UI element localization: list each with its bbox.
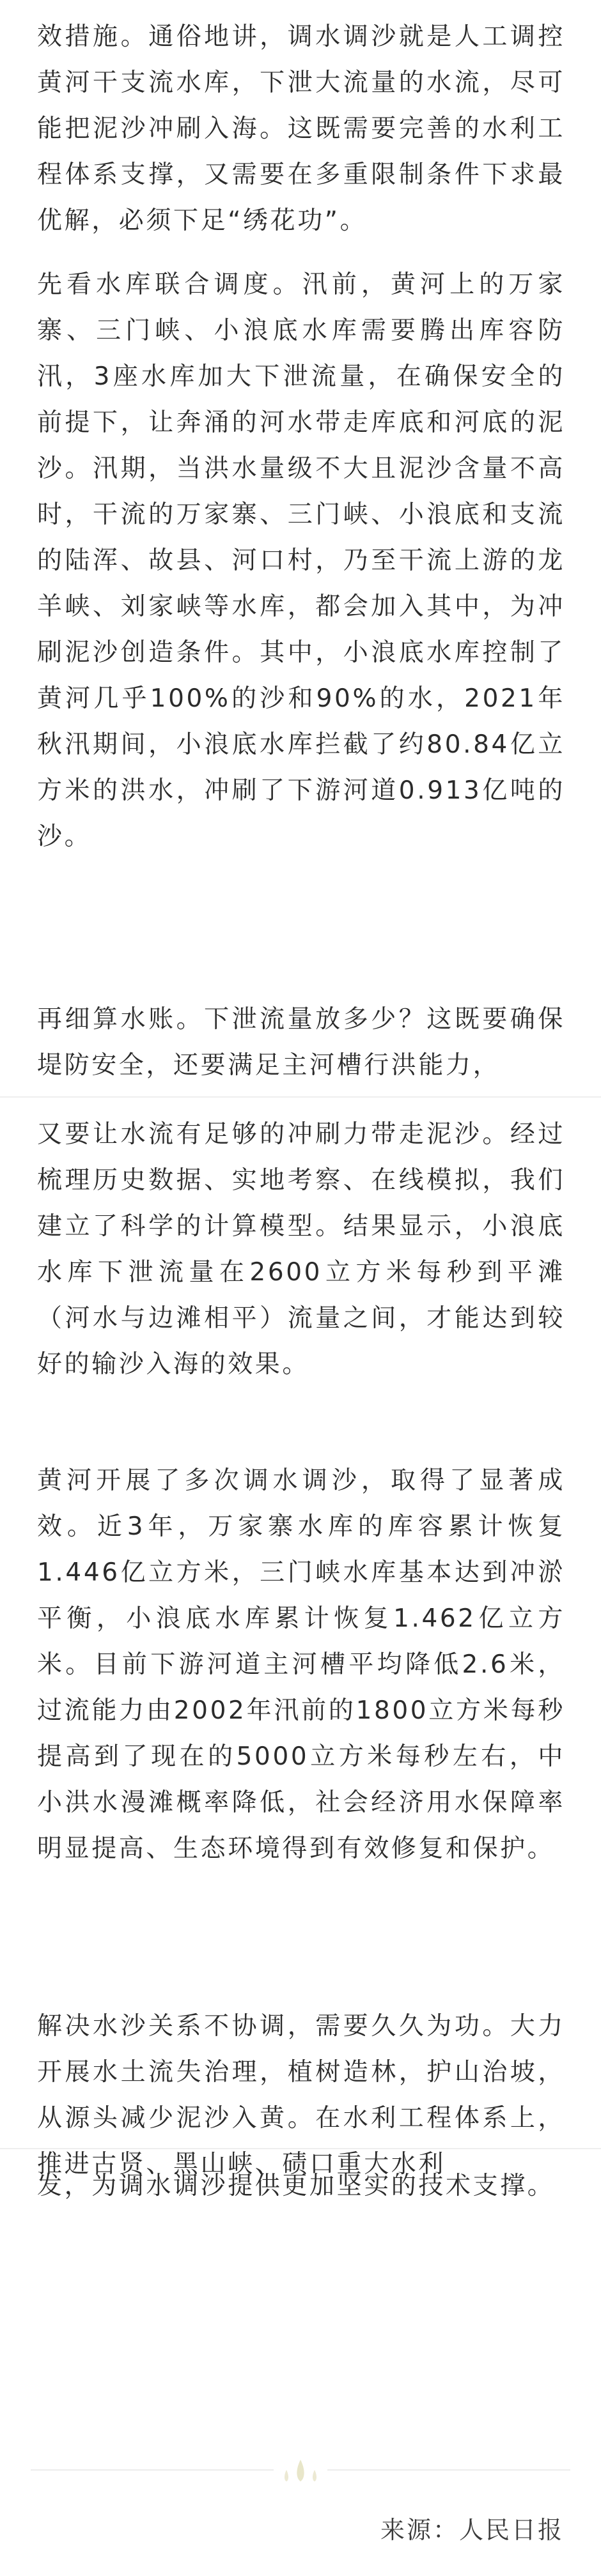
paragraph-5-part-2: 发，为调水调沙提供更加坚实的技术支撑。 bbox=[37, 2172, 555, 2200]
paragraph-1: 效措施。通俗地讲，调水调沙就是人工调控黄河干支流水库，下泄大流量的水流，尽可能把泥沙冲刷入海。这既需要完善的水利工程体系支撑，又需要在多重限制条件下求最优解，必须下足“绣花功”。 bbox=[37, 22, 565, 235]
paragraph-4: 黄河开展了多次调水调沙，取得了显著成效。近3年，万家寨水库的库容累计恢复1.446亿立方米，三门峡水库基本达到冲淤平衡，小浪底水库累计恢复1.462亿立方米。目前下游河道主河槽平均降低2.6米，过流能力由2002年汛前的1800立方米每秒提高到了现在的5000立方米每秒左右，中小洪水漫滩概率降低，社会经济用水保障率明显提高、生态环境得到有效修复和保护。 bbox=[37, 1466, 565, 1863]
paragraph-3-part-1: 再细算水账。下泄流量放多少？这既要确保堤防安全，还要满足主河槽行洪能力， bbox=[37, 1005, 565, 1080]
image-seam-divider bbox=[0, 2148, 601, 2149]
image-seam-divider bbox=[0, 1096, 601, 1098]
water-drops-icon bbox=[277, 2451, 324, 2489]
end-ornament-divider bbox=[31, 2451, 570, 2489]
paragraph-2: 先看水库联合调度。汛前，黄河上的万家寨、三门峡、小浪底水库需要腾出库容防汛，3座水库加大下泄流量，在确保安全的前提下，让奔涌的河水带走库底和河底的泥沙。汛期，当洪水量级不大且泥沙含量不高时，干流的万家寨、三门峡、小浪底和支流的陆浑、故县、河口村，乃至干流上游的龙羊峡、刘家峡等水库，都会加入其中，为冲刷泥沙创造条件。其中，小浪底水库控制了黄河几乎100%的沙和90%的水，2021年秋汛期间，小浪底水库拦截了约80.84亿立方米的洪水，冲刷了下游河道0.913亿吨的沙。 bbox=[37, 270, 565, 851]
ornament-line-left bbox=[31, 2469, 274, 2471]
paragraph-3-part-2: 又要让水流有足够的冲刷力带走泥沙。经过梳理历史数据、实地考察、在线模拟，我们建立了科学的计算模型。结果显示，小浪底水库下泄流量在2600立方米每秒到平滩（河水与边滩相平）流量之间，才能达到较好的输沙入海的效果。 bbox=[37, 1120, 565, 1379]
paragraph-5-part-1: 解决水沙关系不协调，需要久久为功。大力开展水土流失治理，植树造林，护山治坡，从源头减少泥沙入黄。在水利工程体系上，推进古贤、黑山峡、碛口重大水利 bbox=[37, 2012, 565, 2179]
ornament-line-right bbox=[327, 2469, 570, 2471]
article-source: 来源：人民日报 bbox=[380, 2516, 564, 2544]
